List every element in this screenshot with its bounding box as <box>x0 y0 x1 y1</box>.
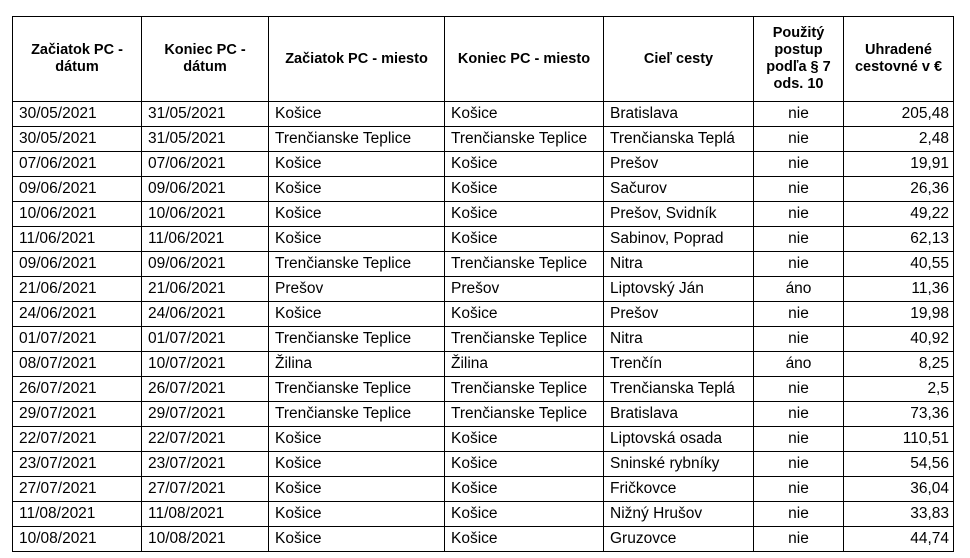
table-row <box>13 352 954 377</box>
cell-end-place: Košice <box>445 477 604 502</box>
cell-paid-fare: 44,74 <box>844 527 954 552</box>
table-row <box>13 177 954 202</box>
table-body <box>13 102 954 552</box>
cell-procedure-used: nie <box>754 402 844 427</box>
cell-paid-fare: 19,98 <box>844 302 954 327</box>
cell-procedure-used: nie <box>754 327 844 352</box>
cell-start-place: Košice <box>269 477 445 502</box>
cell-destination: Nitra <box>604 327 754 352</box>
cell-destination: Nižný Hrušov <box>604 502 754 527</box>
cell-end-place: Košice <box>445 527 604 552</box>
cell-destination: Prešov <box>604 302 754 327</box>
cell-end-date: 29/07/2021 <box>142 402 269 427</box>
table-row <box>13 377 954 402</box>
cell-start-date: 26/07/2021 <box>13 377 142 402</box>
cell-start-date: 30/05/2021 <box>13 102 142 127</box>
table-row <box>13 302 954 327</box>
cell-end-date: 27/07/2021 <box>142 477 269 502</box>
cell-end-place: Košice <box>445 227 604 252</box>
table-row <box>13 527 954 552</box>
cell-paid-fare: 62,13 <box>844 227 954 252</box>
cell-destination: Prešov <box>604 152 754 177</box>
table-row <box>13 202 954 227</box>
cell-start-place: Košice <box>269 102 445 127</box>
cell-start-date: 10/06/2021 <box>13 202 142 227</box>
cell-start-place: Trenčianske Teplice <box>269 377 445 402</box>
cell-start-place: Košice <box>269 502 445 527</box>
cell-paid-fare: 8,25 <box>844 352 954 377</box>
cell-end-date: 31/05/2021 <box>142 127 269 152</box>
cell-paid-fare: 33,83 <box>844 502 954 527</box>
cell-start-date: 10/08/2021 <box>13 527 142 552</box>
cell-end-place: Trenčianske Teplice <box>445 327 604 352</box>
cell-procedure-used: nie <box>754 252 844 277</box>
table-row <box>13 427 954 452</box>
cell-start-place: Košice <box>269 177 445 202</box>
table-row <box>13 452 954 477</box>
cell-start-date: 07/06/2021 <box>13 152 142 177</box>
cell-end-place: Košice <box>445 177 604 202</box>
cell-end-date: 09/06/2021 <box>142 177 269 202</box>
cell-procedure-used: nie <box>754 527 844 552</box>
table-row <box>13 127 954 152</box>
cell-paid-fare: 11,36 <box>844 277 954 302</box>
cell-end-date: 10/08/2021 <box>142 527 269 552</box>
cell-procedure-used: nie <box>754 102 844 127</box>
header-start-date: Začiatok PC - dátum <box>13 17 142 102</box>
cell-end-place: Košice <box>445 152 604 177</box>
cell-paid-fare: 40,55 <box>844 252 954 277</box>
cell-paid-fare: 2,48 <box>844 127 954 152</box>
cell-start-place: Trenčianske Teplice <box>269 127 445 152</box>
cell-procedure-used: nie <box>754 202 844 227</box>
header-start-place: Začiatok PC - miesto <box>269 17 445 102</box>
cell-end-date: 11/08/2021 <box>142 502 269 527</box>
cell-end-place: Žilina <box>445 352 604 377</box>
cell-destination: Sabinov, Poprad <box>604 227 754 252</box>
cell-start-date: 11/08/2021 <box>13 502 142 527</box>
cell-end-place: Trenčianske Teplice <box>445 402 604 427</box>
cell-start-place: Košice <box>269 427 445 452</box>
header-end-date: Koniec PC - dátum <box>142 17 269 102</box>
cell-destination: Liptovská osada <box>604 427 754 452</box>
cell-start-place: Trenčianske Teplice <box>269 327 445 352</box>
cell-destination: Fričkovce <box>604 477 754 502</box>
cell-start-date: 30/05/2021 <box>13 127 142 152</box>
cell-start-place: Košice <box>269 152 445 177</box>
cell-end-place: Košice <box>445 427 604 452</box>
cell-paid-fare: 54,56 <box>844 452 954 477</box>
cell-destination: Sačurov <box>604 177 754 202</box>
cell-paid-fare: 36,04 <box>844 477 954 502</box>
cell-start-date: 11/06/2021 <box>13 227 142 252</box>
cell-procedure-used: nie <box>754 427 844 452</box>
cell-start-date: 08/07/2021 <box>13 352 142 377</box>
cell-end-place: Košice <box>445 302 604 327</box>
cell-start-place: Košice <box>269 527 445 552</box>
cell-destination: Sninské rybníky <box>604 452 754 477</box>
cell-start-place: Žilina <box>269 352 445 377</box>
cell-start-place: Košice <box>269 302 445 327</box>
cell-start-date: 23/07/2021 <box>13 452 142 477</box>
cell-end-date: 21/06/2021 <box>142 277 269 302</box>
cell-end-date: 31/05/2021 <box>142 102 269 127</box>
cell-end-date: 10/06/2021 <box>142 202 269 227</box>
table-row <box>13 227 954 252</box>
table-row <box>13 502 954 527</box>
cell-destination: Trenčín <box>604 352 754 377</box>
cell-paid-fare: 205,48 <box>844 102 954 127</box>
table-row <box>13 327 954 352</box>
cell-paid-fare: 73,36 <box>844 402 954 427</box>
cell-procedure-used: nie <box>754 227 844 252</box>
cell-destination: Bratislava <box>604 402 754 427</box>
cell-end-date: 10/07/2021 <box>142 352 269 377</box>
cell-start-place: Trenčianske Teplice <box>269 252 445 277</box>
header-row <box>13 17 954 102</box>
travel-expenses-table <box>12 16 954 552</box>
cell-procedure-used: nie <box>754 502 844 527</box>
cell-procedure-used: nie <box>754 302 844 327</box>
cell-end-date: 01/07/2021 <box>142 327 269 352</box>
cell-procedure-used: nie <box>754 177 844 202</box>
cell-start-place: Prešov <box>269 277 445 302</box>
cell-end-date: 07/06/2021 <box>142 152 269 177</box>
table-row <box>13 252 954 277</box>
cell-start-place: Košice <box>269 227 445 252</box>
cell-end-date: 23/07/2021 <box>142 452 269 477</box>
cell-paid-fare: 40,92 <box>844 327 954 352</box>
table-header <box>13 17 954 102</box>
cell-end-date: 11/06/2021 <box>142 227 269 252</box>
cell-procedure-used: áno <box>754 352 844 377</box>
header-destination: Cieľ cesty <box>604 17 754 102</box>
cell-destination: Gruzovce <box>604 527 754 552</box>
cell-start-place: Košice <box>269 202 445 227</box>
header-end-place: Koniec PC - miesto <box>445 17 604 102</box>
cell-procedure-used: áno <box>754 277 844 302</box>
cell-end-date: 24/06/2021 <box>142 302 269 327</box>
header-paid-fare: Uhradené cestovné v € <box>844 17 954 102</box>
cell-end-date: 26/07/2021 <box>142 377 269 402</box>
table-row <box>13 277 954 302</box>
cell-start-date: 27/07/2021 <box>13 477 142 502</box>
cell-end-place: Trenčianske Teplice <box>445 377 604 402</box>
cell-start-date: 09/06/2021 <box>13 177 142 202</box>
cell-end-place: Prešov <box>445 277 604 302</box>
cell-start-date: 21/06/2021 <box>13 277 142 302</box>
cell-procedure-used: nie <box>754 127 844 152</box>
cell-procedure-used: nie <box>754 452 844 477</box>
cell-end-place: Trenčianske Teplice <box>445 252 604 277</box>
cell-procedure-used: nie <box>754 377 844 402</box>
cell-destination: Liptovský Ján <box>604 277 754 302</box>
cell-start-place: Trenčianske Teplice <box>269 402 445 427</box>
cell-end-date: 22/07/2021 <box>142 427 269 452</box>
cell-end-place: Košice <box>445 452 604 477</box>
table-row <box>13 402 954 427</box>
cell-paid-fare: 26,36 <box>844 177 954 202</box>
cell-end-place: Košice <box>445 502 604 527</box>
cell-paid-fare: 2,5 <box>844 377 954 402</box>
cell-destination: Nitra <box>604 252 754 277</box>
cell-destination: Trenčianska Teplá <box>604 377 754 402</box>
cell-paid-fare: 110,51 <box>844 427 954 452</box>
table-row <box>13 102 954 127</box>
table-row <box>13 152 954 177</box>
cell-start-date: 01/07/2021 <box>13 327 142 352</box>
cell-start-place: Košice <box>269 452 445 477</box>
cell-destination: Prešov, Svidník <box>604 202 754 227</box>
cell-end-place: Trenčianske Teplice <box>445 127 604 152</box>
cell-destination: Bratislava <box>604 102 754 127</box>
cell-start-date: 24/06/2021 <box>13 302 142 327</box>
cell-destination: Trenčianska Teplá <box>604 127 754 152</box>
cell-procedure-used: nie <box>754 152 844 177</box>
cell-end-place: Košice <box>445 102 604 127</box>
cell-paid-fare: 19,91 <box>844 152 954 177</box>
cell-start-date: 22/07/2021 <box>13 427 142 452</box>
header-procedure-used: Použitý postup podľa § 7 ods. 10 <box>754 17 844 102</box>
cell-end-date: 09/06/2021 <box>142 252 269 277</box>
table-row <box>13 477 954 502</box>
cell-end-place: Košice <box>445 202 604 227</box>
cell-start-date: 29/07/2021 <box>13 402 142 427</box>
cell-paid-fare: 49,22 <box>844 202 954 227</box>
cell-start-date: 09/06/2021 <box>13 252 142 277</box>
cell-procedure-used: nie <box>754 477 844 502</box>
